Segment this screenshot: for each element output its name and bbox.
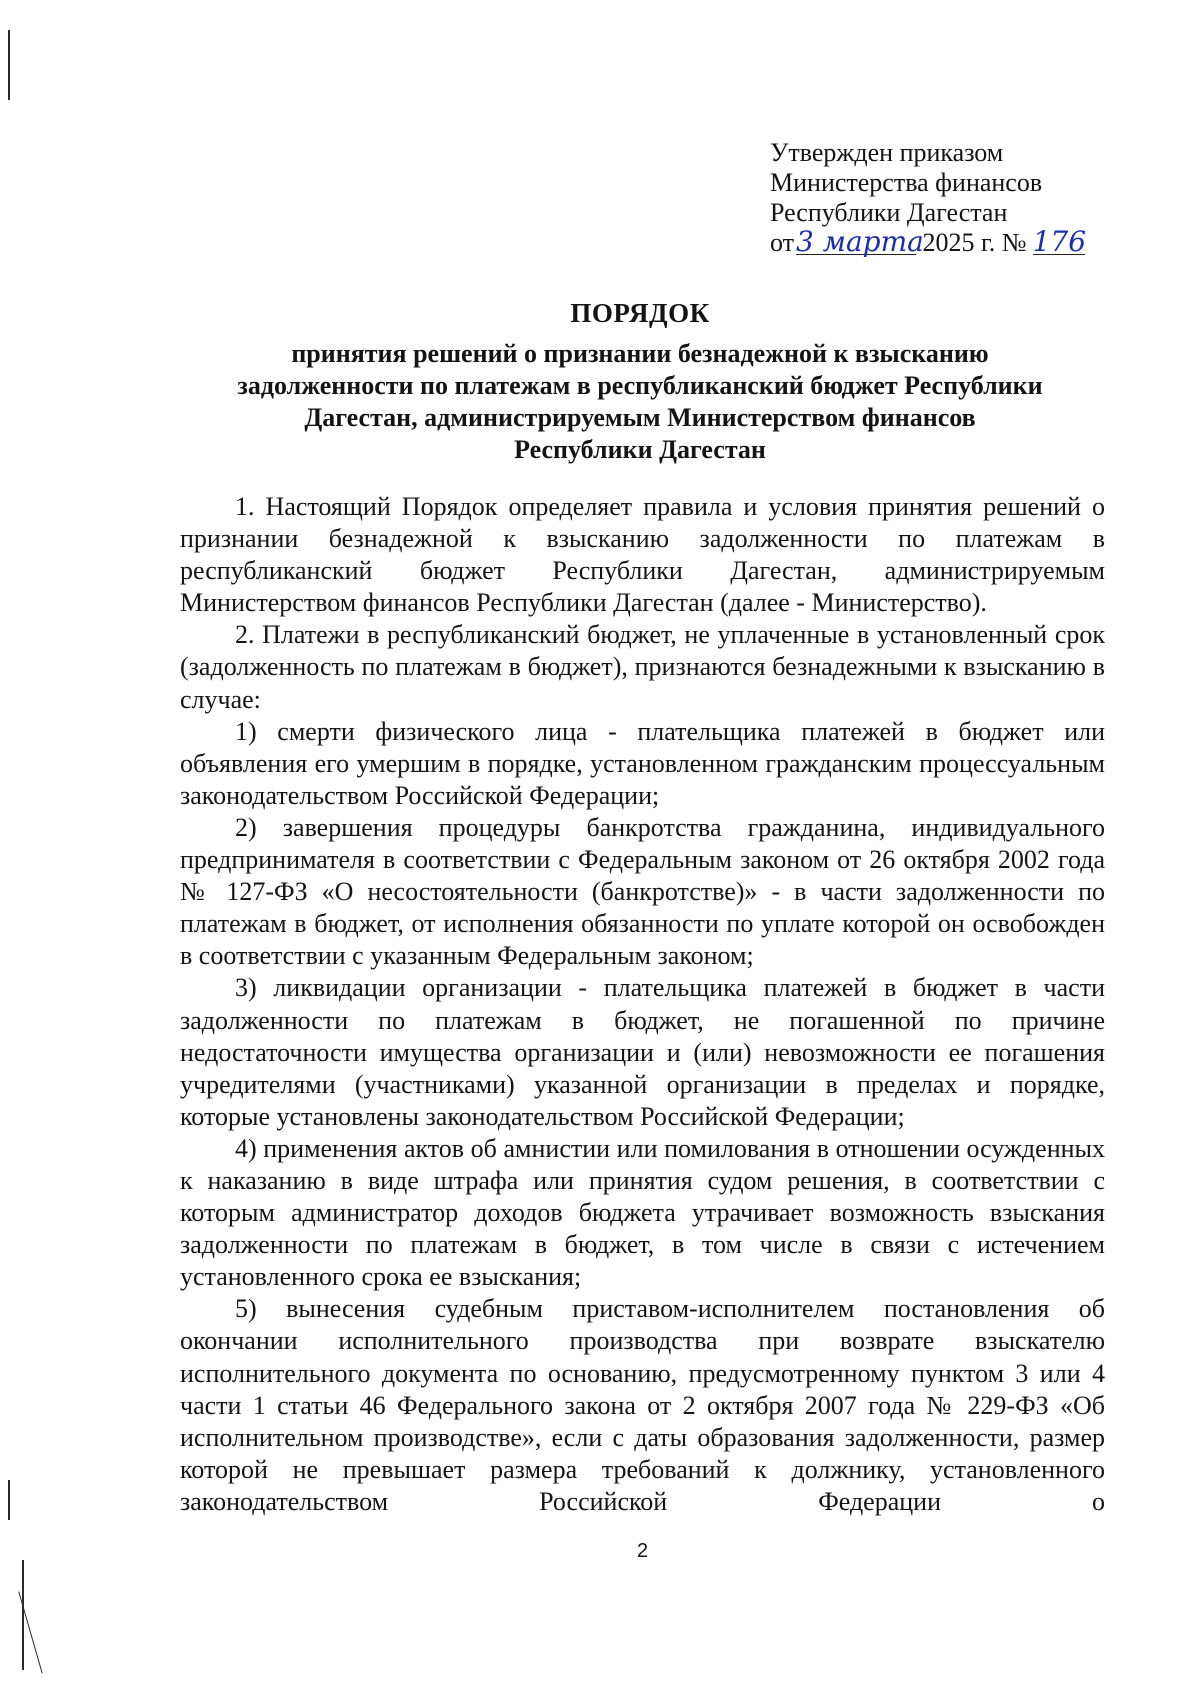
handwritten-order-number: 176 — [1032, 225, 1087, 258]
document-body — [180, 491, 1105, 1518]
scan-edge-mark — [8, 1480, 10, 1520]
approval-stamp-block — [770, 138, 1150, 258]
order-year: 2025 г. № — [922, 228, 1027, 257]
list-item-4: 4) применения актов об амнистии или помилования в отношении осужденных к наказанию в виде штрафа или принятия судом решения, в соответствии с которым администратор доходов бюджета утрачивает возможность взыскания задолженности по платежам в бюджет, в том числе в связи с истечением установленного срока ее взыскания; — [180, 1133, 1105, 1292]
document-subtitle-line: Дагестан, администрируемым Министерством финансов — [304, 403, 976, 432]
page-number: 2 — [636, 1540, 649, 1562]
date-prefix: от — [770, 228, 795, 257]
approval-date-line — [770, 225, 1150, 258]
handwritten-date: 3 марта — [796, 225, 924, 258]
document-title: ПОРЯДОК — [570, 298, 710, 328]
list-item-2: 2) завершения процедуры банкротства гражданина, индивидуального предпринимателя в соответствии с Федеральным законом от 26 октября 2002 года № 127-ФЗ «О несостоятельности (банкротстве)» - в части задолженности по платежам в бюджет, от исполнения обязанности по уплате которой он освобожден в соответствии с указанным Федеральным законом; — [180, 812, 1105, 971]
list-item-3: 3) ликвидации организации - плательщика платежей в бюджет в части задолженности по платежам в бюджет, не погашенной по причине недостаточности имущества организации и (или) невозможности ее погашения учредителями (участниками) указанной организации в пределах и порядке, которые установлены законодательством Российской Федерации; — [180, 973, 1105, 1131]
document-subtitle-line: задолженности по платежам в республиканский бюджет Республики — [237, 371, 1043, 400]
scan-edge-mark — [8, 30, 10, 100]
document-subtitle-line: принятия решений о признании безнадежной к взысканию — [291, 339, 989, 368]
approval-line-3: Республики Дагестан — [770, 198, 1008, 227]
list-item-1: 1) смерти физического лица - плательщика платежей в бюджет или объявления его умершим в порядке, установленном гражданским процессуальным законодательством Российской Федерации; — [180, 716, 1105, 810]
document-heading — [180, 296, 1100, 466]
approval-line-1: Утвержден приказом — [770, 138, 1004, 167]
paragraph-1: 1. Настоящий Порядок определяет правила и условия принятия решений о признании безнадежной к взысканию задолженности по платежам в республиканский бюджет Республики Дагестан, администрируемым Министерством финансов Республики Дагестан (далее - Министерство). — [180, 492, 1105, 618]
list-item-5: 5) вынесения судебным приставом-исполнителем постановления об окончании исполнительного производства при возврате взыскателю исполнительного документа по основанию, предусмотренному пунктом 3 или 4 части 1 статьи 46 Федерального закона от 2 октября 2007 года № 229-ФЗ «Об исполнительном производстве», если с даты образования задолженности, размер которой не превышает размера требований к должнику, установленного законодательством Российской Федерации о — [180, 1294, 1105, 1516]
paragraph-2: 2. Платежи в республиканский бюджет, не уплаченные в установленный срок (задолженность по платежам в бюджет), признаются безнадежными к взысканию в случае: — [180, 620, 1105, 714]
document-subtitle-line: Республики Дагестан — [514, 435, 766, 464]
scan-edge-mark — [22, 1560, 24, 1670]
approval-line-2: Министерства финансов — [770, 168, 1043, 197]
